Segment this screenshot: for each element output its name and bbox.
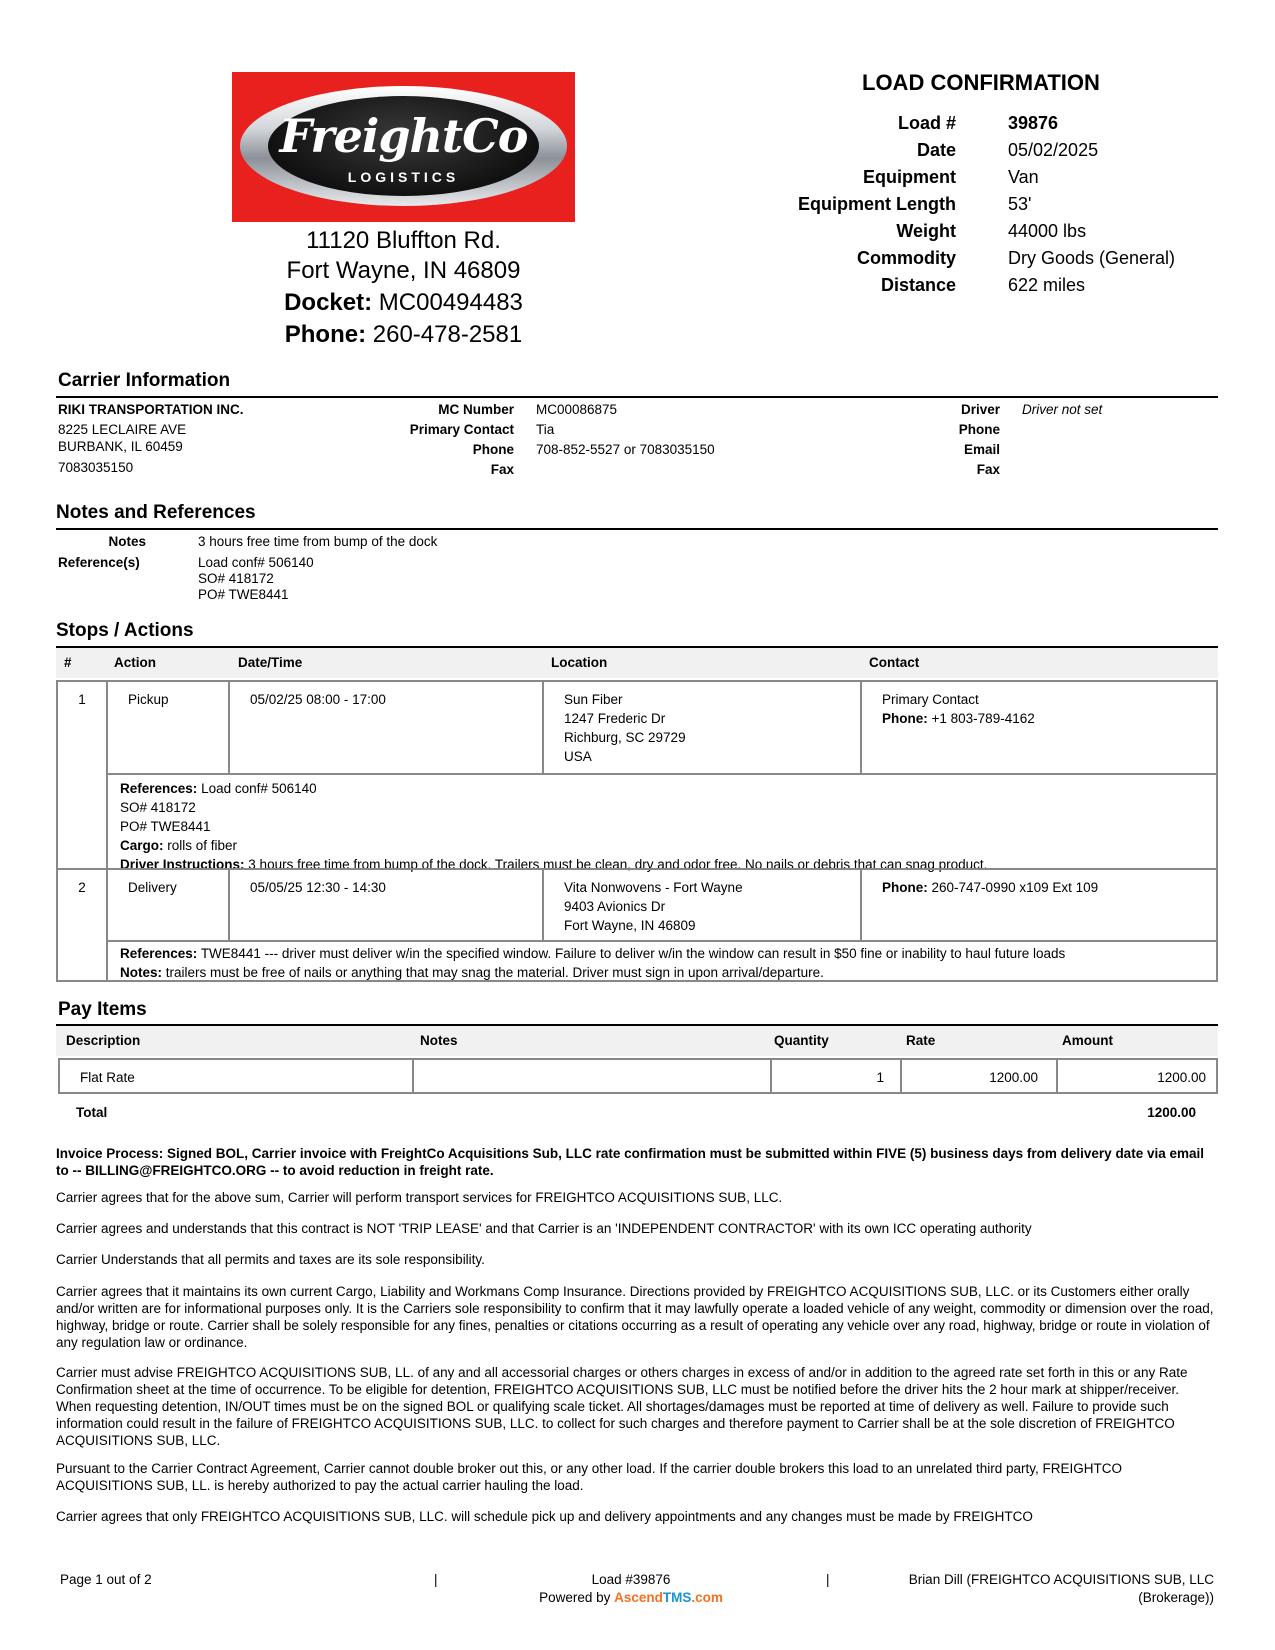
notes-divider — [56, 528, 1218, 530]
carrier-address1: 8225 LECLAIRE AVE — [58, 422, 187, 437]
col-description: Description — [66, 1033, 141, 1048]
footer-user-org: (Brokerage)) — [1138, 1590, 1214, 1605]
primary-contact-value: Tia — [536, 422, 555, 437]
pay-quantity: 1 — [876, 1070, 884, 1085]
footer-separator: | — [434, 1572, 438, 1587]
stop-contact-cell — [860, 680, 1218, 775]
stop-reference-item: SO# 418172 — [120, 800, 196, 815]
col-rate: Rate — [906, 1033, 936, 1048]
carrier-name: RIKI TRANSPORTATION INC. — [58, 402, 244, 417]
page-indicator: Page 1 out of 2 — [60, 1572, 152, 1587]
primary-contact-label: Primary Contact — [409, 422, 514, 437]
stop-number: 2 — [78, 880, 86, 895]
carrier-divider — [56, 396, 1218, 398]
stop-datetime-cell — [228, 868, 544, 942]
page-footer — [56, 1571, 1218, 1621]
reference-item: PO# TWE8441 — [198, 587, 289, 602]
stop-action-cell — [106, 680, 230, 775]
location-street: 1247 Frederic Dr — [564, 711, 666, 726]
stop-contact-cell — [860, 868, 1218, 942]
pay-description-cell — [58, 1058, 414, 1094]
pay-section-title: Pay Items — [58, 999, 147, 1020]
col-location: Location — [551, 655, 608, 670]
load-confirmation-title: LOAD CONFIRMATION — [862, 70, 1100, 95]
stop-number-cell — [56, 868, 108, 982]
term-paragraph: Carrier must advise FREIGHTCO ACQUISITIONS SUB, LL. of any and all accessorial charges or others charges in excess of and/or in addition to the agreed rate set forth in this or any Rate Confirmation sheet at the time of occurrence. To be eligible for detention, FREIGHTCO ACQUISITIONS SUB, LLC must be notified before the driver hits the 2 hour mark at shipper/receiver. When requesting detention, IN/OUT times must be on the signed BOL or qualifying scale ticket. All shortages/damages must be reported at time of delivery as well. Failure to provide such information could result in the failure of FREIGHTCO ACQUISITIONS SUB, LLC. to collect for such charges and therefore payment to Carrier shall be at the sole discretion of FREIGHTCO ACQUISITIONS SUB, LLC. — [56, 1365, 1188, 1448]
driver-value: Driver not set — [1022, 402, 1103, 417]
col-contact: Contact — [869, 655, 920, 670]
carrier-section-title: Carrier Information — [58, 370, 231, 391]
powered-by — [476, 1589, 786, 1607]
total-label: Total — [76, 1105, 108, 1120]
contact-name: Primary Contact — [882, 692, 979, 707]
stop-datetime: 05/05/25 12:30 - 14:30 — [250, 880, 386, 895]
carrier-address2: BURBANK, IL 60459 — [58, 439, 183, 454]
col-amount: Amount — [1062, 1033, 1113, 1048]
pay-rate: 1200.00 — [989, 1070, 1038, 1085]
mc-value: MC00086875 — [536, 402, 618, 417]
references-label: Reference(s) — [58, 555, 140, 570]
stop-references: References: TWE8441 --- driver must deliver w/in the specified window. Failure to deliver w/in the window can result in $50 fine or inability to haul future loads — [120, 946, 1066, 961]
stop-cargo: Cargo: rolls of fiber — [120, 838, 238, 853]
notes-label: Notes — [108, 534, 146, 549]
term-paragraph: Carrier agrees and understands that this contract is NOT 'TRIP LEASE' and that Carrier is an 'INDEPENDENT CONTRACTOR' with its own ICC operating authority — [56, 1221, 1032, 1236]
stop-action-cell — [106, 868, 230, 942]
load-number: 39876 — [1008, 113, 1059, 133]
stop-location-cell — [542, 680, 862, 775]
col-action: Action — [114, 655, 156, 670]
location-city: Fort Wayne, IN 46809 — [564, 918, 696, 933]
stop-datetime: 05/02/25 08:00 - 17:00 — [250, 692, 386, 707]
stop-datetime-cell — [228, 680, 544, 775]
pay-notes — [414, 1060, 770, 1068]
col-notes: Notes — [420, 1033, 458, 1048]
reference-item: Load conf# 506140 — [198, 555, 314, 570]
date-row: Date 05/02/2025 — [916, 140, 1099, 160]
footer-load: Load #39876 — [591, 1572, 671, 1587]
location-name: Sun Fiber — [564, 692, 623, 707]
pay-rate-cell — [900, 1058, 1058, 1094]
load-summary — [760, 110, 1175, 299]
stop-details-cell — [106, 940, 1218, 982]
footer-separator: | — [826, 1572, 830, 1587]
carrier-fax-label: Fax — [490, 462, 514, 477]
term-paragraph: Carrier agrees that for the above sum, Carrier will perform transport services for FREIGHTCO ACQUISITIONS SUB, LLC. — [56, 1190, 783, 1205]
distance-row: Distance 622 miles — [880, 275, 1086, 295]
stop-notes: Notes: trailers must be free of nails or anything that may snag the material. Driver must sign in upon arrival/departure. — [120, 965, 824, 980]
reference-item: SO# 418172 — [198, 571, 274, 586]
stop-reference-item: PO# TWE8441 — [120, 819, 211, 834]
col-num: # — [64, 655, 72, 670]
invoice-process: Invoice Process: Signed BOL, Carrier invoice with FreightCo Acquisitions Sub, LLC rate confirmation must be submitted within FIVE (5) business days from delivery date via email to -- BILLING@FREIGHTCO.ORG -- to avoid reduction in freight rate. — [56, 1146, 1204, 1178]
location-country: USA — [564, 749, 592, 764]
term-paragraph: Carrier agrees that only FREIGHTCO ACQUISITIONS SUB, LLC. will schedule pick up and delivery appointments and any changes must be made by FREIGHTCO — [56, 1509, 1033, 1524]
notes-value: 3 hours free time from bump of the dock — [198, 534, 438, 549]
location-street: 9403 Avionics Dr — [564, 899, 666, 914]
carrier-phone-label: Phone — [472, 442, 514, 457]
company-phone — [232, 320, 575, 350]
equipment-length-row: Equipment Length 53' — [798, 194, 1032, 214]
weight-row: Weight 44000 lbs — [896, 221, 1087, 241]
carrier-phone-value: 708-852-5527 or 7083035150 — [536, 442, 715, 457]
driver-label: Driver — [960, 402, 1000, 417]
stops-section-title: Stops / Actions — [56, 620, 194, 641]
pay-notes-cell — [412, 1058, 772, 1094]
stop-details-cell — [106, 773, 1218, 870]
mc-label: MC Number — [438, 402, 514, 417]
docket — [232, 288, 575, 318]
stop-location-cell — [542, 868, 862, 942]
driver-fax-label: Fax — [976, 462, 1000, 477]
stop-number: 1 — [78, 692, 86, 707]
contact-phone: Phone: +1 803-789-4162 — [882, 711, 1035, 726]
total-value: 1200.00 — [1147, 1105, 1196, 1120]
term-paragraph: Pursuant to the Carrier Contract Agreement, Carrier cannot double broker out this, or any other load. If the carrier double brokers this load to an unrelated third party, FREIGHTCO ACQUISITIONS SUB, LL. is hereby authorized to pay the actual carrier hauling the load. — [56, 1461, 1123, 1493]
address-line1: 11120 Bluffton Rd. — [306, 227, 501, 254]
docket-label: Docket: — [284, 289, 373, 316]
company-logo — [232, 72, 575, 222]
location-name: Vita Nonwovens - Fort Wayne — [564, 880, 743, 895]
phone-label: Phone: — [284, 321, 367, 348]
driver-phone-label: Phone — [958, 422, 1000, 437]
address-line2: Fort Wayne, IN 46809 — [286, 257, 521, 284]
logo-text: FreightCo — [279, 109, 528, 163]
equipment-row: Equipment Van — [863, 167, 1039, 187]
stop-action: Delivery — [128, 880, 177, 895]
driver-email-label: Email — [963, 442, 1000, 457]
location-city: Richburg, SC 29729 — [564, 730, 686, 745]
notes-section-title: Notes and References — [56, 502, 256, 523]
stop-action: Pickup — [128, 692, 169, 707]
phone-value: 260-478-2581 — [372, 321, 523, 348]
term-paragraph: Carrier Understands that all permits and taxes are its sole responsibility. — [56, 1252, 485, 1267]
pay-description: Flat Rate — [80, 1070, 135, 1085]
logo-subtext: LOGISTICS — [347, 169, 460, 185]
stops-header — [56, 648, 1218, 678]
commodity-row: Commodity Dry Goods (General) — [857, 248, 1176, 268]
col-datetime: Date/Time — [238, 655, 303, 670]
pay-quantity-cell — [770, 1058, 902, 1094]
docket-value: MC00494483 — [378, 289, 523, 316]
footer-user: Brian Dill (FREIGHTCO ACQUISITIONS SUB, LLC — [908, 1572, 1214, 1587]
pay-amount: 1200.00 — [1157, 1070, 1206, 1085]
company-address — [232, 226, 575, 350]
pay-header — [56, 1026, 1218, 1056]
col-quantity: Quantity — [774, 1033, 829, 1048]
carrier-phone-plain: 7083035150 — [58, 460, 134, 475]
contact-phone: Phone: 260-747-0990 x109 Ext 109 — [882, 880, 1099, 895]
powered-by-label: Powered by — [539, 1590, 611, 1605]
pay-amount-cell — [1056, 1058, 1218, 1094]
stop-driver-instructions: Driver Instructions: 3 hours free time from bump of the dock. Trailers must be clean, dry and odor free. No nails or debris that can snag product. — [120, 857, 988, 872]
load-number-row: Load # 39876 — [760, 110, 1175, 137]
ascend-logo: AscendTMS.com — [614, 1590, 723, 1605]
stop-references: References: Load conf# 506140 — [120, 781, 317, 796]
term-paragraph: Carrier agrees that it maintains its own current Cargo, Liability and Workmans Comp Insurance. Directions provided by FREIGHTCO ACQUISITIONS SUB, LLC. or its Customers either orally and/or written are for informational purposes only. It is the Carriers sole responsibility to confirm that it may lawfully operate a loaded vehicle of any weight, commodity or dimension over the road, highway, bridge or route. Carrier shall be solely responsible for any fines, penalties or citations occurring as a result of operating any vehicle over any road, highway, bridge or route in violation of any regulation law or ordinance. — [56, 1284, 1214, 1350]
stop-number-cell — [56, 680, 108, 870]
